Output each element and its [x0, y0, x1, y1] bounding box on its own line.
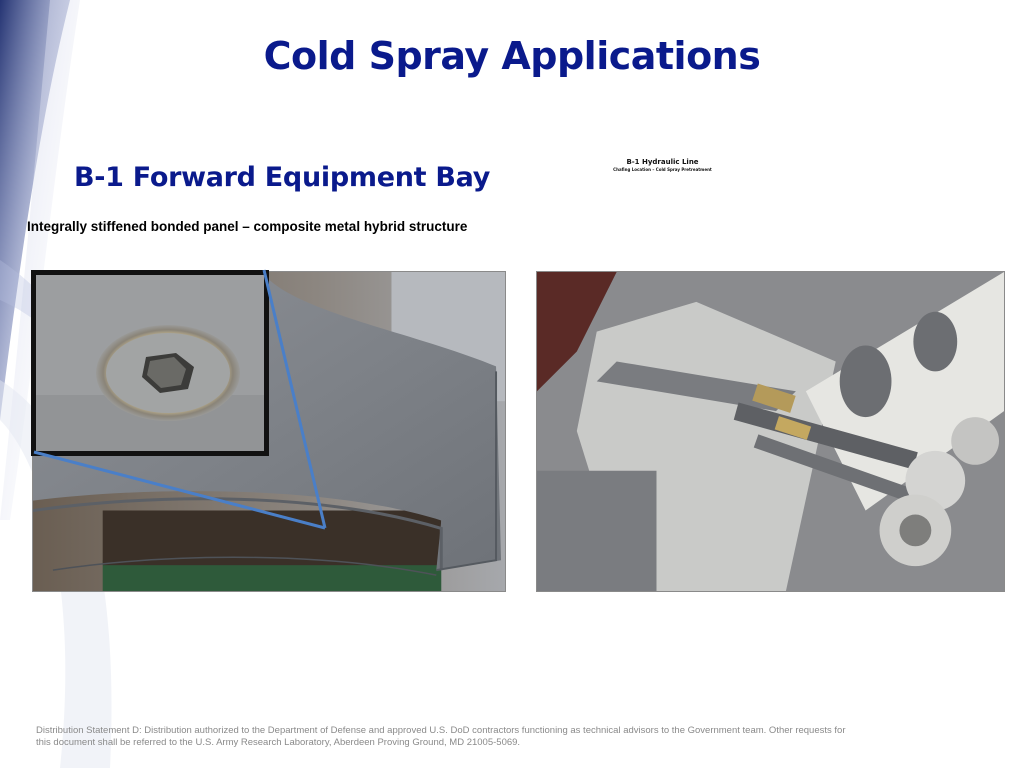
hydraulic-label-line2: Chafing Location – Cold Spray Pretreatment: [613, 167, 712, 172]
hydraulic-label-line1: B-1 Hydraulic Line: [626, 158, 699, 166]
section-subtitle: B-1 Forward Equipment Bay: [74, 162, 491, 193]
slide-title: Cold Spray Applications: [263, 34, 761, 78]
hydraulic-line-photo: [536, 271, 1005, 592]
panel-caption: Integrally stiffened bonded panel – composite metal hybrid structure: [27, 219, 468, 234]
distribution-statement: Distribution Statement D: Distribution authorized to the Department of Defense and approved U.S. DoD contractors functioning as technical advisors to the Government team. Other requests for this document shall be referred to the U.S. Army Research Laboratory, Aberdeen Proving Ground, MD 21005-5069.: [36, 725, 846, 748]
hydraulic-line-label: [580, 158, 745, 172]
repair-closeup-inset: [31, 270, 269, 456]
